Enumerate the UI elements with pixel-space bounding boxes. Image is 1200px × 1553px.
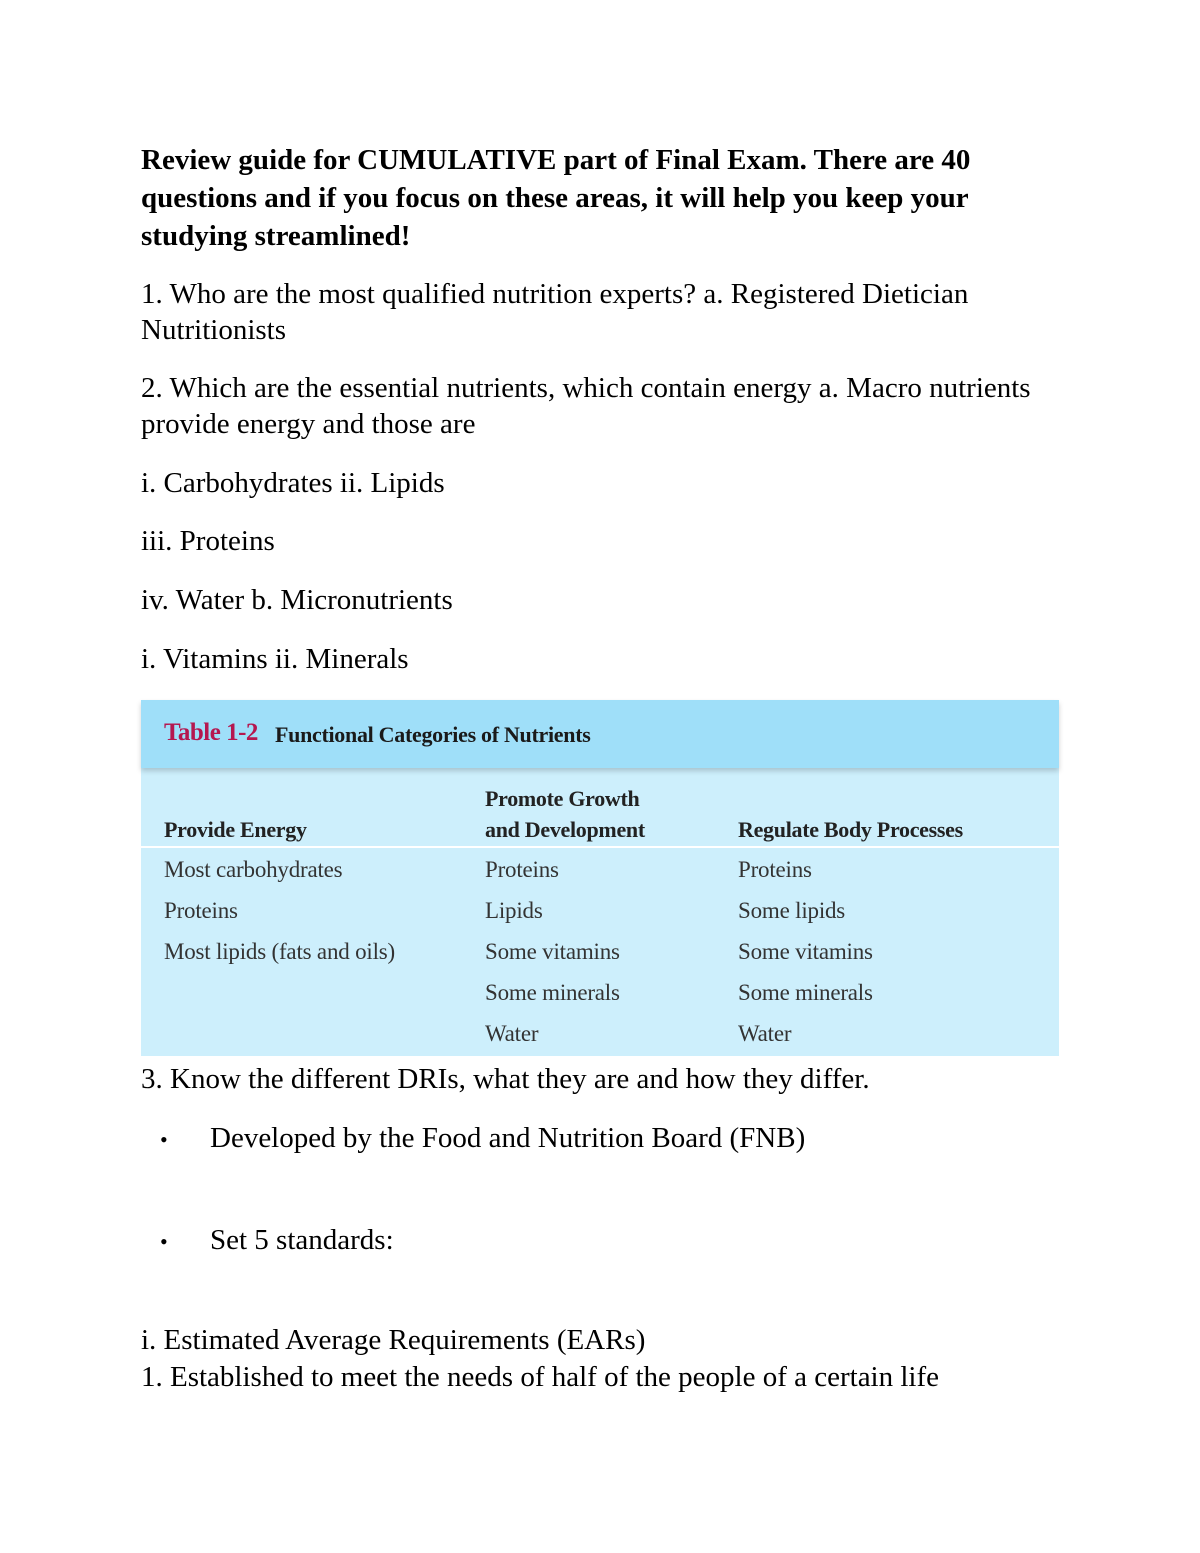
table-cell: Some lipids xyxy=(738,898,846,923)
table-cell: Some vitamins xyxy=(485,939,620,964)
table-cell: Proteins xyxy=(485,857,559,882)
question-3: 3. Know the different DRIs, what they are and how they differ. xyxy=(141,1063,870,1095)
question-1: 1. Who are the most qualified nutrition experts? a. Registered Dietician Nutritionists xyxy=(141,278,969,346)
table-column-regulate-body xyxy=(738,849,873,1054)
table-column-provide-energy xyxy=(164,849,395,972)
bullet-marker: • xyxy=(160,1127,168,1152)
established-line: 1. Established to meet the needs of half of the people of a certain life xyxy=(141,1361,940,1393)
column-header-regulate-body: Regulate Body Processes xyxy=(738,817,963,842)
table-column-promote-growth xyxy=(485,849,620,1054)
table-cell: Most lipids (fats and oils) xyxy=(164,939,395,964)
intro-paragraph: Review guide for CUMULATIVE part of Final Exam. There are 40 questions and if you focus on these areas, it will help you keep your studying streamlined! xyxy=(141,144,971,252)
nutrients-table-figure xyxy=(141,700,1059,1056)
table-cell: Water xyxy=(738,1021,792,1046)
column-header-promote-growth: Promote Growth and Development xyxy=(485,786,645,842)
list-line: i. Vitamins ii. Minerals xyxy=(141,643,409,675)
table-cell: Water xyxy=(485,1021,539,1046)
bullet-item xyxy=(160,1222,394,1260)
table-cell: Proteins xyxy=(738,857,812,882)
table-cell: Some vitamins xyxy=(738,939,873,964)
list-line: iv. Water b. Micronutrients xyxy=(141,584,453,616)
ear-heading: i. Estimated Average Requirements (EARs) xyxy=(141,1324,646,1356)
bullet-item xyxy=(160,1120,805,1158)
table-title: Functional Categories of Nutrients xyxy=(275,722,591,747)
bullet-text: Set 5 standards: xyxy=(210,1224,394,1256)
table-cell: Some minerals xyxy=(738,980,873,1005)
table-header-band xyxy=(141,700,1059,768)
bullet-text: Developed by the Food and Nutrition Board (FNB) xyxy=(210,1122,806,1154)
list-line: i. Carbohydrates ii. Lipids xyxy=(141,467,445,499)
table-cell: Proteins xyxy=(164,898,238,923)
list-line: iii. Proteins xyxy=(141,525,275,557)
table-cell: Lipids xyxy=(485,898,543,923)
table-cell: Some minerals xyxy=(485,980,620,1005)
table-header-rule xyxy=(141,846,1059,848)
table-cell: Most carbohydrates xyxy=(164,857,343,882)
question-2: 2. Which are the essential nutrients, which contain energy a. Macro nutrients provide energy and those are xyxy=(141,372,1031,440)
column-header-provide-energy: Provide Energy xyxy=(164,817,307,842)
table-number: Table 1-2 xyxy=(164,719,258,746)
bullet-marker: • xyxy=(160,1229,168,1254)
